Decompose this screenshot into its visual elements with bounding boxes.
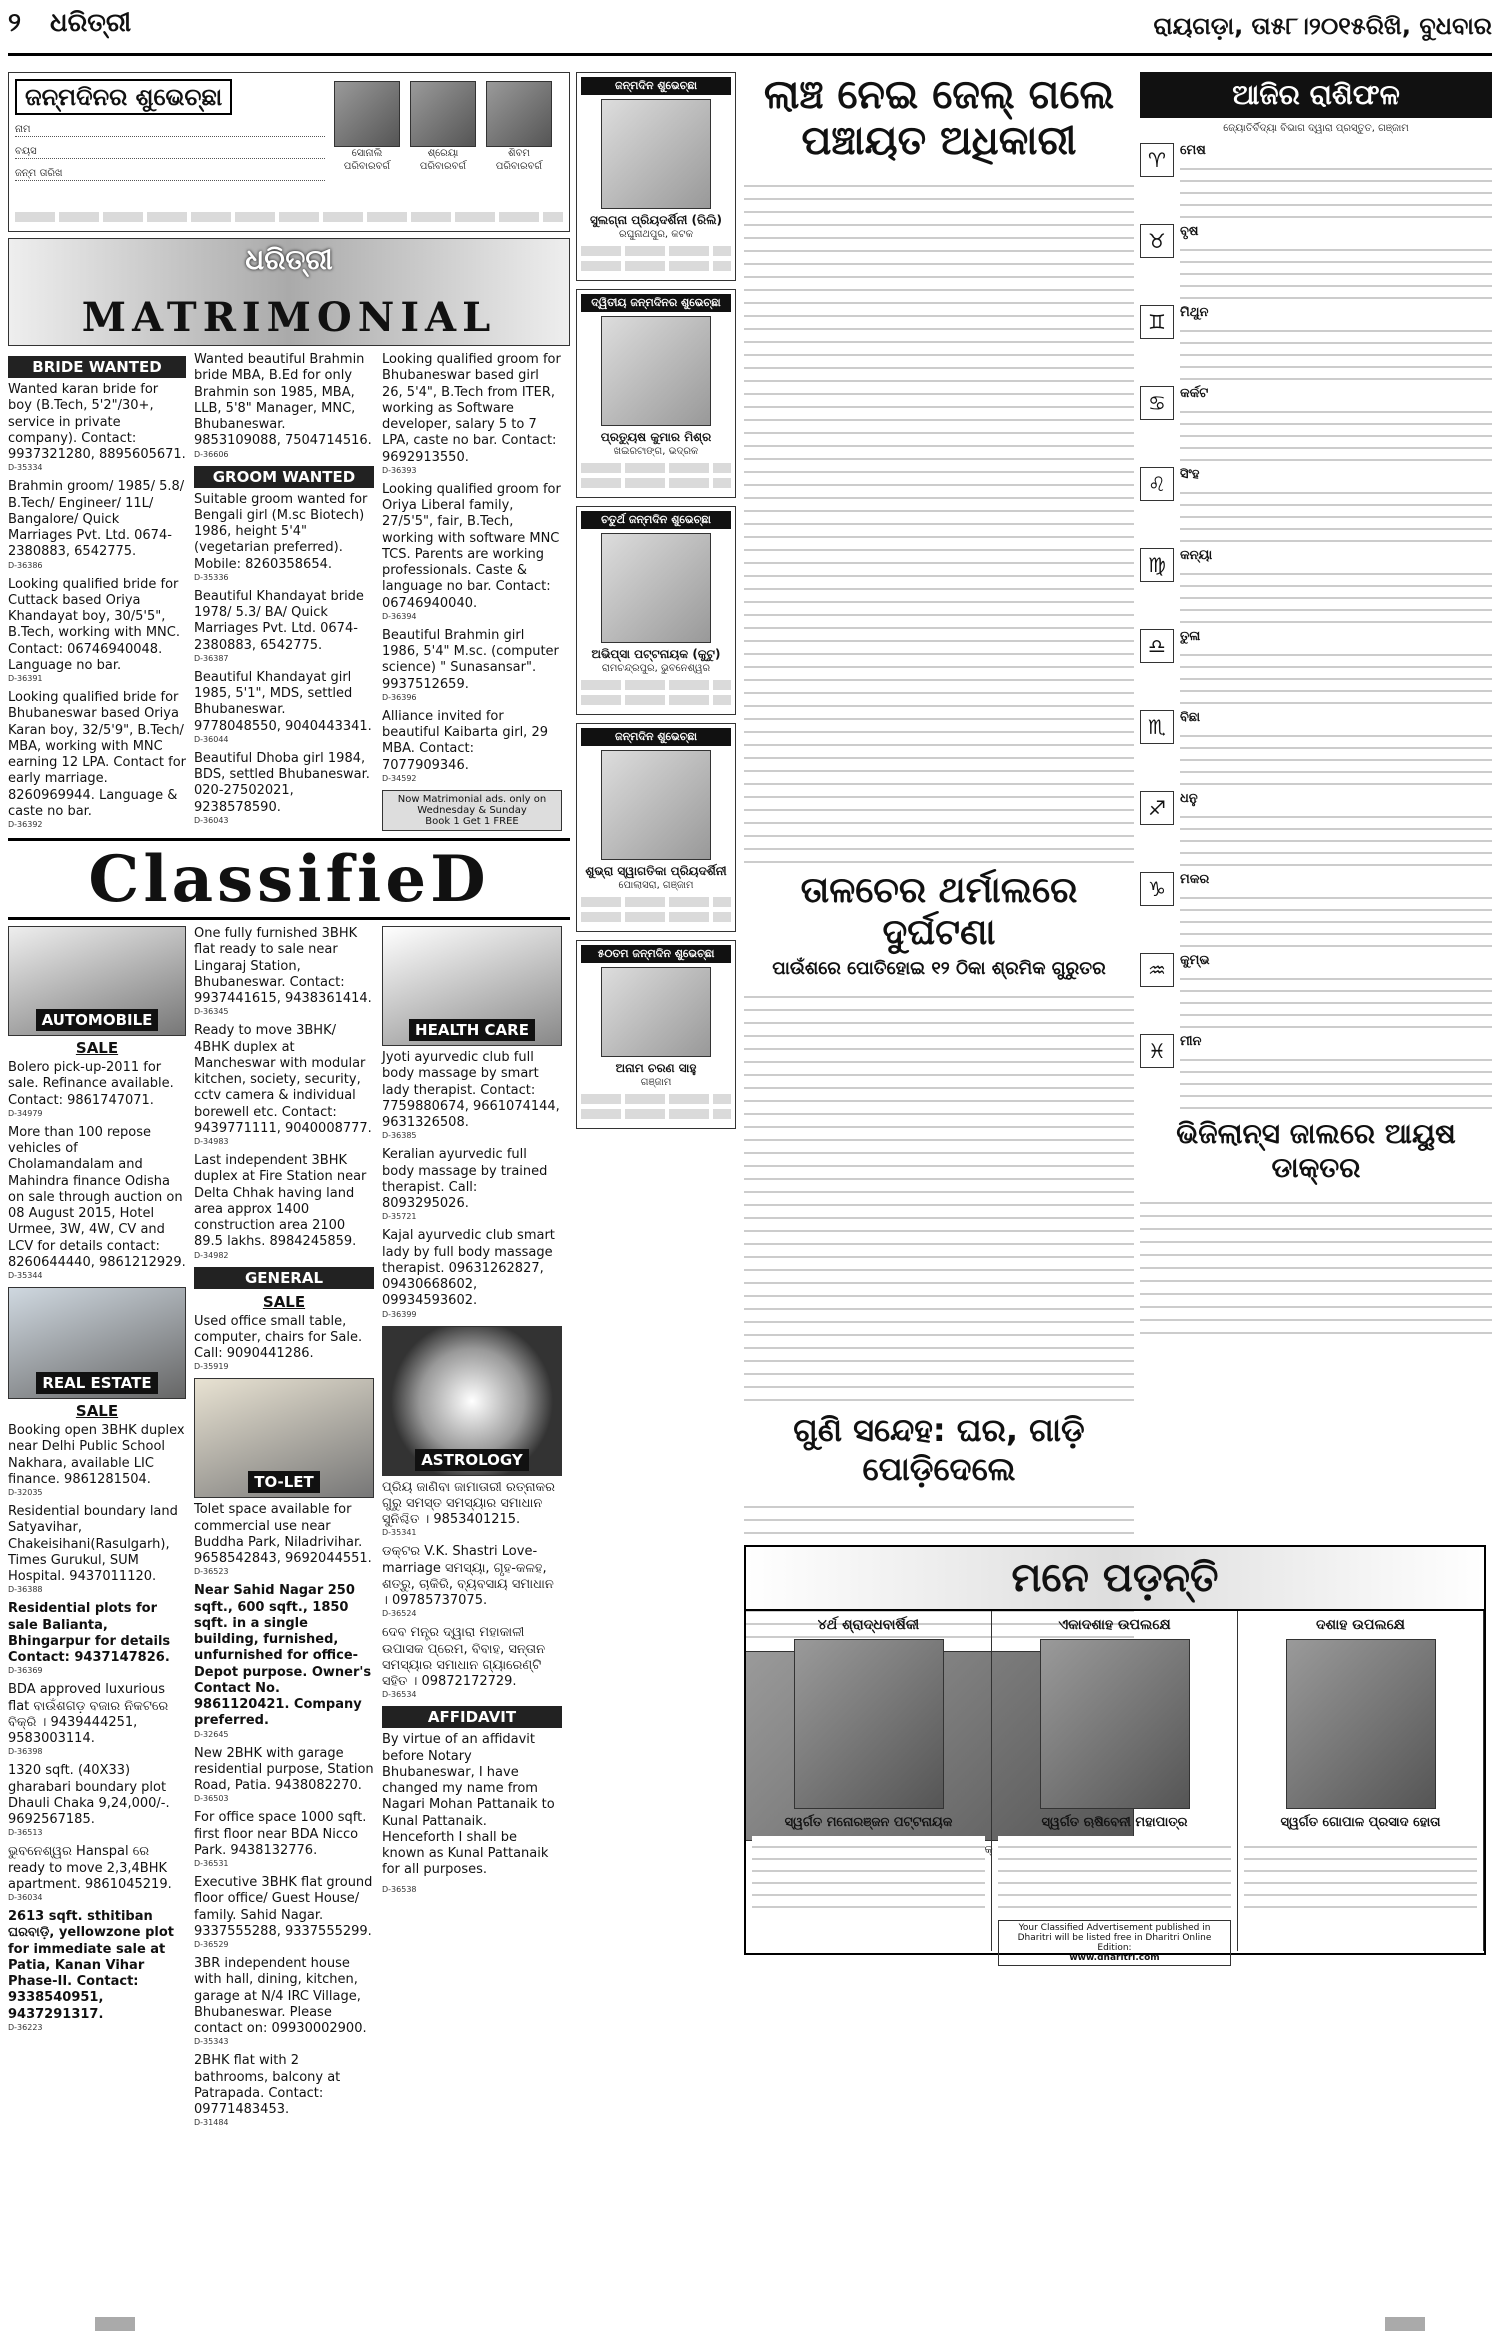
sign-name: କନ୍ୟା — [1180, 548, 1213, 563]
ad-code: D-36369 — [8, 1666, 43, 1676]
birthday-wishes-column — [576, 72, 736, 1137]
real-estate-sale-heading: SALE — [75, 1402, 119, 1420]
matrimonial-banner — [8, 238, 570, 346]
ad-list — [194, 1314, 374, 1373]
avatar — [794, 1639, 944, 1809]
obituary-occasion: ଦଶାହ ଉପଲକ୍ଷେ — [1316, 1617, 1405, 1633]
horoscope-entry — [1140, 386, 1492, 461]
classified-ad: Executive 3BHK flat ground floor office/ Guest House/ family. Sahid Nagar. 9337555288, 9337555299. D-36529 — [194, 1875, 373, 1949]
masthead — [8, 4, 1492, 56]
ad-code: D-36529 — [194, 1940, 229, 1949]
obituary-card — [1238, 1611, 1484, 1951]
ad-code: D-35336 — [194, 572, 229, 582]
horoscope-entry — [1140, 710, 1492, 785]
ad-list — [194, 926, 374, 1261]
wish-title: ଚତୁର୍ଥ ଜନ୍ମଦିନ ଶୁଭେଚ୍ଛା — [581, 511, 731, 529]
classified-section — [8, 72, 570, 2134]
matrimonial-ad: Beautiful Khandayat girl 1985, 5'1", MDS, settled Bhubaneswar. 9778048550, 9040443341. D-36044 — [194, 670, 374, 745]
affidavit-heading: AFFIDAVIT — [382, 1706, 562, 1728]
ad-code: D-36513 — [8, 1828, 43, 1838]
form-field-age: ବୟସ — [15, 145, 325, 159]
sign-name: କର୍କଟ — [1180, 386, 1209, 401]
classified-ad: One fully furnished 3BHK flat ready to sale near Lingaraj Station, Bhubaneswar. Contact: 9937441615, 9438361414. D-36345 — [194, 926, 374, 1017]
sign-name: ସିଂହ — [1180, 467, 1200, 482]
birthday-form — [8, 72, 570, 232]
obituary-name: ସ୍ୱର୍ଗତ ଗୋପାଳ ପ୍ରସାଦ ହୋତା — [1280, 1815, 1441, 1830]
wish-title: ଜନ୍ମଦିନ ଶୁଭେଚ୍ଛା — [581, 77, 731, 95]
ad-list — [194, 1502, 374, 2128]
ad-code: D-32645 — [194, 1729, 229, 1739]
classified-ad: Kajal ayurvedic club smart lady by full body massage therapist. 09631262827, 09430668602, 09934593602. D-36399 — [382, 1228, 562, 1319]
matrimonial-title: MATRIMONIAL — [81, 294, 497, 341]
matrimonial-ad: Wanted beautiful Brahmin bride MBA, B.Ed for only Brahmin son 1985, MBA, LLB, 5'8" Manager, MNC, Bhubaneswar. 9853109088, 7504714516. D-36606 — [194, 352, 374, 460]
ad-code: D-36386 — [8, 560, 43, 570]
horoscope-byline: ଜ୍ୟୋତିର୍ବିଦ୍ୟା ବିଭାଗ ଦ୍ୱାରା ପ୍ରସ୍ତୁତ, ଗଞ୍ଜାମ — [1223, 123, 1409, 134]
ad-code: D-36043 — [194, 815, 229, 825]
wish-name: ଶୁଭ୍ରା ସ୍ୱାଗତିକା ପ୍ରିୟଦର୍ଶିନୀ — [585, 864, 727, 878]
matrimonial-ads — [8, 352, 570, 838]
horoscope-entry — [1140, 1034, 1492, 1109]
birthday-wish — [576, 72, 736, 281]
avatar — [410, 81, 476, 147]
obituary-card — [746, 1611, 992, 1951]
avatar — [1286, 1639, 1436, 1809]
online-edition-note: Your Classified Advertisement published in Dharitri will be listed free in Dharitri Online Edition: www.dharitri.com — [998, 1920, 1231, 1966]
obituary-name: ସ୍ୱର୍ଗତ ଋଷିବେନୀ ମହାପାତ୍ର — [1041, 1815, 1188, 1830]
wish-name: ଅନାମ ଚରଣ ସାହୁ — [615, 1061, 697, 1075]
matrimonial-ad: Looking qualified bride for Cuttack based Oriya Khandayat boy, 30/5'5", B.Tech, working with MNC. Contact: 06746940048. Language no bar. D-36391 — [8, 577, 186, 685]
wish-title: ଦ୍ୱିତୀୟ ଜନ୍ମଦିନର ଶୁଭେଚ୍ଛା — [581, 294, 731, 312]
obituary-title: ମନେ ପଡ଼ନ୍ତି — [1011, 1555, 1219, 1601]
form-photo-3: ଶିବମ ପରିବାରବର୍ଗ — [486, 81, 552, 173]
ad-code: D-35344 — [8, 1271, 43, 1280]
groom-wanted-heading: GROOM WANTED — [194, 466, 374, 488]
classified-col-2 — [194, 926, 374, 2134]
classified-ad: 2613 sqft. sthitiban ଘରବାଡ଼ି, yellowzone plot for immediate sale at Patia, Kanan Vihar Phase-II. Contact: 9338540951, 9437291317. D-36223 — [8, 1909, 186, 2033]
horoscope-entry — [1140, 953, 1492, 1028]
zodiac-icon: ♏ — [1140, 710, 1174, 744]
obituary-list — [746, 1611, 1484, 1963]
ad-code: D-36396 — [382, 692, 417, 702]
ad-code: D-36393 — [382, 465, 417, 475]
form-field-name: ନାମ — [15, 123, 325, 137]
classified-ad: Tolet space available for commercial use near Buddha Park, Niladrivihar. 9658542843, 9692044551. D-36523 — [194, 1502, 374, 1577]
classified-ad: ଭୁବନେଶ୍ୱର Hanspal ରେ ready to move 2,3,4BHK apartment. 9861045219. D-36034 — [8, 1844, 186, 1903]
sign-name: ମୀନ — [1180, 1034, 1202, 1049]
affidavit-code: D-36538 — [382, 1884, 417, 1894]
classified-banner — [8, 838, 570, 920]
classified-ad: Residential plots for sale Balianta, Bhingarpur for details Contact: 9437147826. D-36369 — [8, 1601, 186, 1676]
subhead-thermal: ପାଉଁଶରେ ପୋତିହୋଇ ୧୨ ଠିକା ଶ୍ରମିକ ଗୁରୁତର — [772, 958, 1106, 979]
classified-ad: Bolero pick-up-2011 for sale. Refinance available. Contact: 9861747071. D-34979 — [8, 1060, 186, 1119]
ad-code: D-31484 — [194, 2118, 229, 2128]
classified-ad: BDA approved luxurious flat ବାଉଁଶଗଡ଼ ବଜାର ନିକଟରେ ବିକ୍ରି । 9439444251, 9583003114. D-36398 — [8, 1682, 186, 1757]
wish-name: ପ୍ରତ୍ୟୁଷ କୁମାର ମିଶ୍ର — [600, 430, 712, 444]
ad-code: D-35343 — [194, 2037, 229, 2047]
ad-code: D-34979 — [8, 1108, 43, 1118]
ad-code: D-36523 — [194, 1567, 229, 1577]
horoscope-entry — [1140, 791, 1492, 866]
classified-ad: New 2BHK with garage residential purpose, Station Road, Patia. 9438082270. D-36503 — [194, 1745, 374, 1804]
ad-code: D-36044 — [194, 734, 229, 744]
horoscope-entry — [1140, 629, 1492, 704]
avatar — [1040, 1639, 1190, 1809]
ad-code: D-36503 — [194, 1794, 229, 1804]
ad-list — [382, 1050, 562, 1320]
automobile-image — [8, 926, 186, 1036]
horoscope-entry — [1140, 872, 1492, 947]
ad-code: D-36392 — [8, 820, 43, 829]
ad-code: D-35341 — [382, 1528, 417, 1538]
avatar — [601, 967, 711, 1057]
ad-code: D-36398 — [8, 1747, 43, 1757]
sign-name: ମକର — [1180, 872, 1210, 887]
avatar — [486, 81, 552, 147]
matrimonial-ad: Looking qualified groom for Bhubaneswar based girl 26, 5'4", B.Tech from ITER, working as Software developer, salary 5 to 7 LPA, caste no bar. Contact: 9692913550. D-36393 — [382, 352, 561, 475]
classified-ad: 3BR independent house with hall, dining, kitchen, garage at N/4 IRC Village, Bhubaneswar. Please contact on: 09930002900. D-35343 — [194, 1956, 374, 2047]
paper-name: ଧରିତ୍ରୀ — [50, 8, 132, 38]
horoscope-entry — [1140, 305, 1492, 380]
matrimonial-ad: Looking qualified groom for Oriya Liberal family, 27/5'5", fair, B.Tech, working with software MNC TCS. Parents are working professionals. Caste & language no bar. Contact: 06746940040. D-36394 — [382, 481, 561, 621]
ad-code: D-34592 — [382, 773, 417, 783]
classified-ad: ଦେବ ମନ୍ତ୍ର ଦ୍ୱାରା ମହାକାଳୀ ଉପାସକ ପ୍ରେମ, ବିବାହ, ସନ୍ତାନ ସମସ୍ୟାର ସମାଧାନ ଗ୍ୟାରେଣ୍ଟି ସହିତ । 09872172729. D-36534 — [382, 1625, 562, 1700]
horoscope-title: ଆଜିର ରାଶିଫଳ — [1140, 72, 1492, 118]
classified-col-3 — [382, 926, 562, 2134]
news-body-2 — [744, 985, 1134, 1405]
birthday-wish — [576, 506, 736, 715]
ad-list — [8, 1423, 186, 2033]
horoscope-entry — [1140, 467, 1492, 542]
health-care-label: HEALTH CARE — [409, 1019, 535, 1041]
to-let-image — [194, 1378, 374, 1498]
classified-ad: 1320 sqft. (40X33) gharabari boundary plot Dhauli Chaka 9,24,000/-. 9692567185. D-36513 — [8, 1763, 186, 1838]
classified-title: ClassifieD — [88, 841, 490, 917]
form-field-dob: ଜନ୍ମ ତାରିଖ — [15, 167, 325, 181]
ad-list — [194, 352, 374, 460]
sign-name: ମିଥୁନ — [1180, 305, 1209, 320]
classified-col-1 — [8, 926, 186, 2134]
general-heading: GENERAL — [194, 1267, 374, 1289]
classified-ad: ପ୍ରିୟ ଜାଣିବା ଜାମାତାରୀ ରତ୍ନାକର ଗୁରୁ ସମସ୍ତ ସମସ୍ୟାର ସମାଧାନ ସୁନିଶ୍ଚିତ । 9853401215. D-35341 — [382, 1480, 562, 1539]
matrimonial-col-3 — [382, 352, 562, 838]
horoscope-column — [1140, 72, 1492, 1341]
classified-ad: More than 100 repose vehicles of Cholamandalam and Mahindra finance Odisha on sale through auction on 08 August 2015, Hotel Urmee, 3W, 4W, CV and LCV for details contact: 8260644440, 9861212929. D-35344 — [8, 1124, 186, 1280]
real-estate-label: REAL ESTATE — [36, 1372, 157, 1394]
zodiac-icon: ♓ — [1140, 1034, 1174, 1068]
ad-code: D-36391 — [8, 674, 43, 683]
classified-ad: Keralian ayurvedic full body massage by trained therapist. Call: 8093295026. D-35721 — [382, 1147, 562, 1222]
page-number: ୨ — [8, 8, 21, 38]
avatar — [334, 81, 400, 147]
obituary-occasion: ୪ର୍ଥ ଶ୍ରାଦ୍ଧବାର୍ଷିକୀ — [817, 1617, 920, 1633]
classified-ad: 2BHK flat with 2 bathrooms, balcony at Patrapada. Contact: 09771483453. D-31484 — [194, 2053, 374, 2128]
ad-list — [382, 352, 562, 784]
headline-thermal: ତାଳଚେର ଥର୍ମାଲରେ ଦୁର୍ଘଟଣା — [800, 870, 1078, 953]
headline-witchcraft: ଗୁଣି ସନ୍ଦେହ: ଘର, ଗାଡ଼ି ପୋଡ଼ିଦେଲେ — [793, 1411, 1085, 1488]
wish-place: ପୋଲାସରା, ଗଞ୍ଜାମ — [618, 880, 694, 891]
zodiac-icon: ♎ — [1140, 629, 1174, 663]
zodiac-icon: ♉ — [1140, 224, 1174, 258]
wish-name: ଅଭିପ୍ସା ପଟ୍ଟନାୟକ (କୁଟୁ) — [591, 647, 721, 661]
ad-code: D-36606 — [194, 449, 229, 459]
ad-code: D-36534 — [382, 1690, 417, 1700]
ad-code: D-36345 — [194, 1007, 229, 1017]
classified-columns — [8, 926, 570, 2134]
ad-code: D-36394 — [382, 611, 417, 621]
avatar — [601, 99, 711, 209]
matrimonial-notice: Now Matrimonial ads. only on Wednesday & Sunday Book 1 Get 1 FREE — [382, 790, 562, 831]
astrology-image — [382, 1326, 562, 1476]
classified-ad: ଡକ୍ଟର V.K. Shastri Love-marriage ସମସ୍ୟା, ଗୃହ-କଳହ, ଶତ୍ରୁ, ଚାକିରି, ବ୍ୟବସାୟ ସମାଧାନ । 09785737075. D-36524 — [382, 1544, 562, 1619]
avatar — [601, 316, 711, 426]
ad-list — [8, 382, 186, 830]
zodiac-icon: ♑ — [1140, 872, 1174, 906]
ad-code: D-36387 — [194, 653, 229, 663]
classified-ad: For office space 1000 sqft. first floor near BDA Nicco Park. 9438132776. D-36531 — [194, 1810, 374, 1869]
matrimonial-ad: Beautiful Brahmin girl 1986, 5'4" M.sc. (computer science) " Sunasansar". 9937512659. D-36396 — [382, 628, 562, 703]
matrimonial-ad: Wanted karan bride for boy (B.Tech, 5'2"/30+, service in private company). Contact: 9937321280, 8895605671. D-35334 — [8, 382, 186, 473]
matrimonial-ad: Suitable groom wanted for Bengali girl (M.sc Biotech) 1986, height 5'4" (vegetarian preferred). Mobile: 8260358654. D-35336 — [194, 492, 374, 583]
matrimonial-ad: Beautiful Khandayat bride 1978/ 5.3/ BA/ Quick Marriages Pvt. Ltd. 0674-2380883, 6542775. D-36387 — [194, 589, 374, 664]
sign-name: ବୃଷ — [1180, 224, 1199, 239]
avatar — [601, 750, 711, 860]
ad-list — [8, 1060, 186, 1281]
ad-code: D-32035 — [8, 1488, 43, 1497]
banner-brand: ଧରିତ୍ରୀ — [245, 243, 333, 276]
birthday-form-title: ଜନ୍ମଦିନର ଶୁଭେଚ୍ଛା — [15, 79, 232, 115]
registration-mark — [95, 2317, 135, 2331]
classified-ad: Booking open 3BHK duplex near Delhi Public School Nakhara, available LIC finance. 9861281504. D-32035 — [8, 1423, 185, 1497]
horoscope-list — [1140, 143, 1492, 1109]
zodiac-icon: ♈ — [1140, 143, 1174, 177]
classified-ad: Ready to move 3BHK/ 4BHK duplex at Mancheswar with modular kitchen, society, security, cctv camera & individual borewell etc. Contact: 9439771111, 9040008777. D-34983 — [194, 1023, 374, 1147]
wish-title: ଜନ୍ମଦିନ ଶୁଭେଚ୍ଛା — [581, 728, 731, 746]
ad-code: D-35721 — [382, 1212, 417, 1222]
wish-place: ଖଇରଟାଙ୍ଗ, ଭଦ୍ରକ — [613, 446, 699, 457]
registration-mark — [1385, 2317, 1425, 2331]
horoscope-entry — [1140, 548, 1492, 623]
matrimonial-ad: Brahmin groom/ 1985/ 5.8/ B.Tech/ Engineer/ 11L/ Bangalore/ Quick Marriages Pvt. Ltd. 0674-2380883, 6542775. D-36386 — [8, 479, 185, 570]
classified-ad: Jyoti ayurvedic club full body massage by smart lady therapist. Contact: 7759880674, 9661074144, 9631326508. D-36385 — [382, 1050, 562, 1141]
wish-place: ଗଞ୍ଜାମ — [640, 1077, 672, 1088]
zodiac-icon: ♊ — [1140, 305, 1174, 339]
news-body-4 — [1140, 1191, 1492, 1341]
classified-ad: Last independent 3BHK duplex at Fire Station near Delta Chhak having land area approx 1400 construction area 2100 89.5 lakhs. 8984245859. D-34982 — [194, 1153, 374, 1261]
avatar — [601, 533, 711, 643]
affidavit-text: By virtue of an affidavit before Notary Bhubaneswar, I have changed my name from Nagari Mohan Pattanaik to Kunal Pattanaik. Henceforth I shall be known as Kunal Pattanaik for all purposes. — [382, 1732, 555, 1878]
wish-place: ରଘୁନାଥପୁର, କଟକ — [619, 229, 693, 240]
matrimonial-ad: Alliance invited for beautiful Kaibarta girl, 29 MBA. Contact: 7077909346. D-34592 — [382, 709, 562, 784]
headline-vigilance: ଭିଜିଲାନ୍ସ ଜାଲରେ ଆୟୁଷ ଡାକ୍ତର — [1176, 1117, 1456, 1184]
wish-title: ୫୦ତମ ଜନ୍ମଦିନ ଶୁଭେଚ୍ଛା — [581, 945, 731, 963]
sign-name: ମେଷ — [1180, 143, 1206, 158]
zodiac-icon: ♐ — [1140, 791, 1174, 825]
sign-name: ବିଛା — [1180, 710, 1201, 725]
horoscope-entry — [1140, 143, 1492, 218]
zodiac-icon: ♍ — [1140, 548, 1174, 582]
to-let-label: TO-LET — [248, 1471, 320, 1493]
form-photo-2: ଶ୍ରେୟା ପରିବାରବର୍ଗ — [410, 81, 476, 173]
birthday-wish — [576, 940, 736, 1129]
ad-code: D-36524 — [382, 1609, 417, 1619]
zodiac-icon: ♋ — [1140, 386, 1174, 420]
ad-list — [194, 492, 374, 826]
zodiac-icon: ♌ — [1140, 467, 1174, 501]
obituary-card — [992, 1611, 1238, 1963]
sign-name: କୁମ୍ଭ — [1180, 953, 1210, 968]
bride-wanted-heading: BRIDE WANTED — [8, 356, 186, 378]
ad-code: D-36531 — [194, 1859, 229, 1868]
obituary-block — [744, 1545, 1486, 1963]
obituary-occasion: ଏକାଦଶାହ ଉପଲକ୍ଷେ — [1058, 1617, 1171, 1633]
general-sale-heading: SALE — [262, 1292, 306, 1311]
horoscope-entry — [1140, 224, 1492, 299]
ad-list — [382, 1480, 562, 1701]
ad-code: D-34983 — [194, 1137, 229, 1146]
health-care-image — [382, 926, 562, 1046]
form-photo-1: ସୋନାଲି ପରିବାରବର୍ଗ — [334, 81, 400, 173]
sign-name: ତୁଳା — [1180, 629, 1201, 644]
obituary-header — [746, 1547, 1484, 1611]
ad-code: D-36399 — [382, 1309, 417, 1319]
headline-bribe: ଲାଞ୍ଚ ନେଇ ଜେଲ୍ ଗଲେ ପଞ୍ଚାୟତ ଅଧିକାରୀ — [763, 72, 1115, 164]
real-estate-image — [8, 1287, 186, 1399]
ad-code: D-36385 — [382, 1131, 417, 1141]
automobile-sale-heading: SALE — [75, 1039, 119, 1057]
birthday-wish — [576, 723, 736, 932]
ad-code: D-36223 — [8, 2022, 43, 2032]
dateline: ରାୟଗଡ଼ା, ତା୫୮।୨୦୧୫ରିଖି, ବୁଧବାର — [1153, 12, 1492, 40]
obituary-name: ସ୍ୱର୍ଗତ ମନୋରଞ୍ଜନ ପଟ୍ଟନାୟକ — [784, 1815, 953, 1830]
matrimonial-ad: Beautiful Dhoba girl 1984, BDS, settled Bhubaneswar. 020-27502021, 9238578590. D-36043 — [194, 751, 374, 826]
birthday-wish — [576, 289, 736, 498]
matrimonial-col-1 — [8, 352, 186, 838]
automobile-label: AUTOMOBILE — [36, 1009, 159, 1031]
news-body-1 — [744, 174, 1134, 864]
ad-code: D-36034 — [8, 1893, 43, 1902]
matrimonial-col-2 — [194, 352, 374, 838]
ad-code: D-35334 — [8, 463, 43, 473]
wish-place: ରାମଚନ୍ଦ୍ରପୁର, ଭୁବନେଶ୍ୱର — [601, 663, 711, 674]
classified-ad: Near Sahid Nagar 250 sqft., 600 sqft., 1850 sqft. in a single building, furnished, unfurnished for office- Depot purpose. Owner's Contact No. 9861120421. Company preferred. D-32645 — [194, 1583, 374, 1739]
ad-code: D-36388 — [8, 1585, 43, 1595]
wish-name: ସୁଲଗ୍ନା ପ୍ରିୟଦର୍ଶିନୀ (ରିଲି) — [589, 213, 723, 227]
astrology-label: ASTROLOGY — [415, 1449, 529, 1471]
ad-code: D-35919 — [194, 1362, 229, 1372]
classified-ad: Residential boundary land Satyavihar, Chakeisihani(Rasulgarh), Times Gurukul, SUM Hospital. 9437011120. D-36388 — [8, 1504, 186, 1595]
matrimonial-ad: Looking qualified bride for Bhubaneswar based Oriya Karan boy, 32/5'9", B.Tech/ MBA, working with MNC earning 12 LPA. Contact for early marriage. 8260969944. Language & caste no bar. D-36392 — [8, 690, 186, 829]
classified-ad: Used office small table, computer, chairs for Sale. Call: 9090441286. D-35919 — [194, 1314, 374, 1373]
zodiac-icon: ♒ — [1140, 953, 1174, 987]
ad-code: D-34982 — [194, 1250, 229, 1260]
sign-name: ଧନୁ — [1180, 791, 1198, 806]
